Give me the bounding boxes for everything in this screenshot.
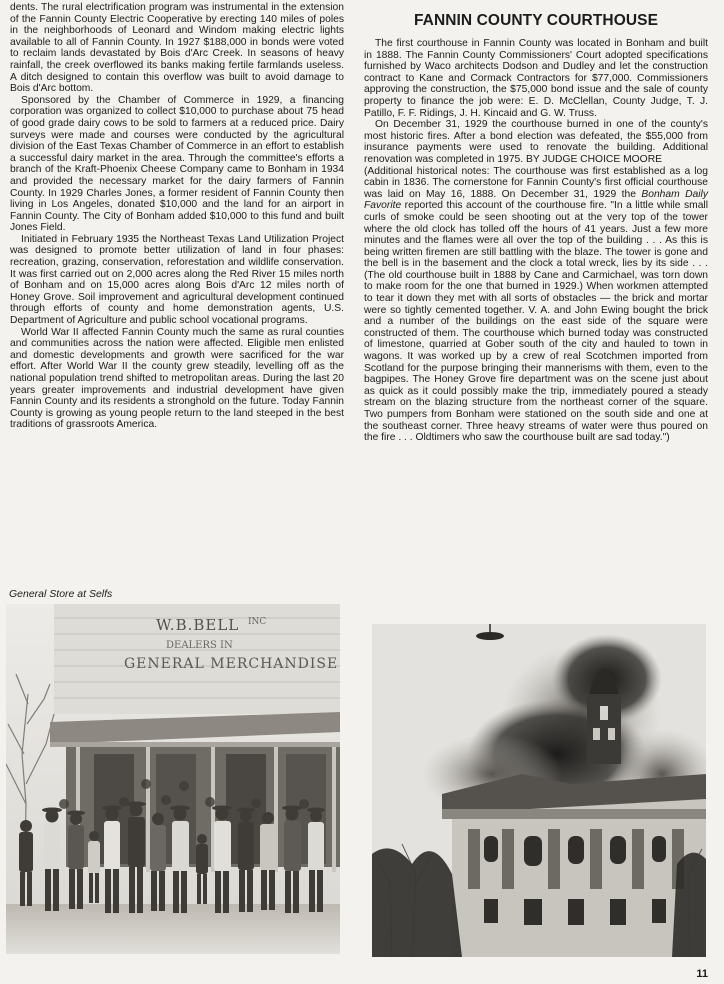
paragraph-historical-notes xyxy=(364,166,708,444)
left-article-column xyxy=(10,2,344,431)
notes-text-start: (Additional historical notes: The courthouse was first established as a log cabin in 1836. The cornerstone for Fannin County's first official courthouse was laid on May 16, 1888. On December 31, 1929 the xyxy=(364,165,708,200)
photo-caption-general-store: General Store at Selfs xyxy=(9,588,113,600)
store-sign-dealers: DEALERS IN xyxy=(166,640,233,651)
newspaper-title: Bonham Daily Favorite xyxy=(364,188,708,212)
store-sign-merchandise: GENERAL MERCHANDISE xyxy=(124,656,339,672)
paragraph-dairy: Sponsored by the Chamber of Commerce in 1929, a financing corporation was organized to collect $10,000 to purchase about 75 head of good grade dairy cows to be sold to farmers at a reduced price. Dairy surveys were made and courses were conducted by the agricultural division of the East Texas Chamber of Commerce in an effort to establish a successful dairy market in the area. Through the committee's efforts a branch of the Kraft-Phoenix Cheese Company came to Bonham in 1934 and provided the necessary market for the dairy farmers of Fannin County. In 1929 Charles Jones, a former resident of Fannin County then living in Los Angeles, donated $10,000 and the land for an airport in Fannin County. The City of Bonham added $10,000 to this fund and built Jones Field. xyxy=(10,94,344,234)
general-store-photo xyxy=(6,604,340,954)
paragraph-fire xyxy=(364,119,708,165)
store-sign-name: W.B.BELL xyxy=(156,616,240,634)
paragraph-land-utilization: Initiated in February 1935 the Northeast Texas Land Utilization Project was designed to promote better utilization of land in four phases: recreation, grazing, conservation, reforestation and wildlife conservation. It was first carried out on 2,000 acres along the Red River 15 miles north of Bonham and on 15,000 acres along Bois d'Arc 12 miles north of Honey Grove. Soil improvement and agricultural development continued through efforts of county and home demonstration agents, U.S. Department of Agriculture and public school vocational programs. xyxy=(10,233,344,327)
paragraph-first-courthouse: The first courthouse in Fannin County was located in Bonham and built in 1888. The Fannin County Commissioners' Court adopted specifications furnished by Waco architects Dodson and Dudley and let the construction contract to Kane and Cormack Contractors for $77,000. Commissioners approving the construction, the $75,000 bond issue and the sale of county property to finance the job were: E. D. McClellan, County Judge, T. J. Patillo, F. F. Ridings, J. H. Kincaid and G. W. Truss. xyxy=(364,38,708,119)
notes-text-end: reported this account of the courthouse fire. "In a little while small curls of smoke could be seen shooting out at the very top of the tower where the old clock has tolled off the hours of 41 years. Just a few more minutes and the flames were all over the top of the building . . . As this is being written firemen are still battling with the blaze. The tower is gone and the bell is in the basement and the clock a total wreck, lies by its side . . . (The old courthouse built in 1888 by Cane and Carmichael, was torn down to make room for the one that burned in 1929.) When workmen attempted to tear it down they met with all sorts of obstacles — the brick and mortar were so tightly cemented together. V. A. and John Ewing bought the brick and a number of the buildings on the east side of the square were constructed of them. The courthouse which burned today was constructed of limestone, quarried at Gober south of the city and hauled to town in wagons. It was worked up by a crew of real Scotchmen imported from Scotland for the purpose bringing their mannerisms with them, even to the bagpipes. The Honey Grove fire department was on the scene just about as quick as it could possibly make the trip, immediately poured a steady stream on the blazing structure from the northeast corner of the square. Two pumpers from Bonham were stationed on the south side and one at the southeast corner. Three heavy streams of water were thus poured on the fire . . . Oldtimers who saw the courthouse built are sad today.") xyxy=(364,200,708,444)
courthouse-fire-illustration xyxy=(372,624,706,957)
courthouse-fire-photo xyxy=(372,624,706,957)
courthouse-headline: FANNIN COUNTY COURTHOUSE xyxy=(413,12,659,29)
byline: BY JUDGE CHOICE MOORE xyxy=(526,153,662,165)
fire-text: On December 31, 1929 the courthouse burned in one of the county's most historic fires. After a bond election was defeated, the $55,000 from insurance payments were used to renovate the building. Additional renovation was completed in 1975. xyxy=(364,119,708,165)
store-sign-small: INC xyxy=(248,617,267,627)
paragraph-world-war-ii: World War II affected Fannin County much the same as rural counties and communities across the nation were affected. Eligible men enlisted and domestic developments and growth were sacrificed for the war effort. After World War II the county grew steadily, levelling off as the national population trend shifted to metropolitan areas. During the last 20 years greater improvements and industrial development have given Fannin County and its residents a stronghold on the future. Today Fannin County is growing as young people return to the land steeped in the best traditions of grassroots America. xyxy=(10,326,344,431)
page-number: 11 xyxy=(696,968,708,980)
paragraph-electrification: dents. The rural electrification program was instrumental in the extension of the Fannin County Electric Cooperative by erecting 140 miles of poles in the neighborhoods of Leonard and Windom making electric lights available to all of Fannin County. In 1927 $188,000 in bonds were voted to reclaim lands devastated by Bois d'Arc Creek. In seasons of heavy rainfall, the creek overflowed its banks making fertile farmlands useless. A ditch designed to contain this overflow was built to avoid damage to Bois d'Arc bottom. xyxy=(10,2,344,95)
general-store-illustration xyxy=(6,604,340,954)
right-article-column xyxy=(364,2,708,444)
